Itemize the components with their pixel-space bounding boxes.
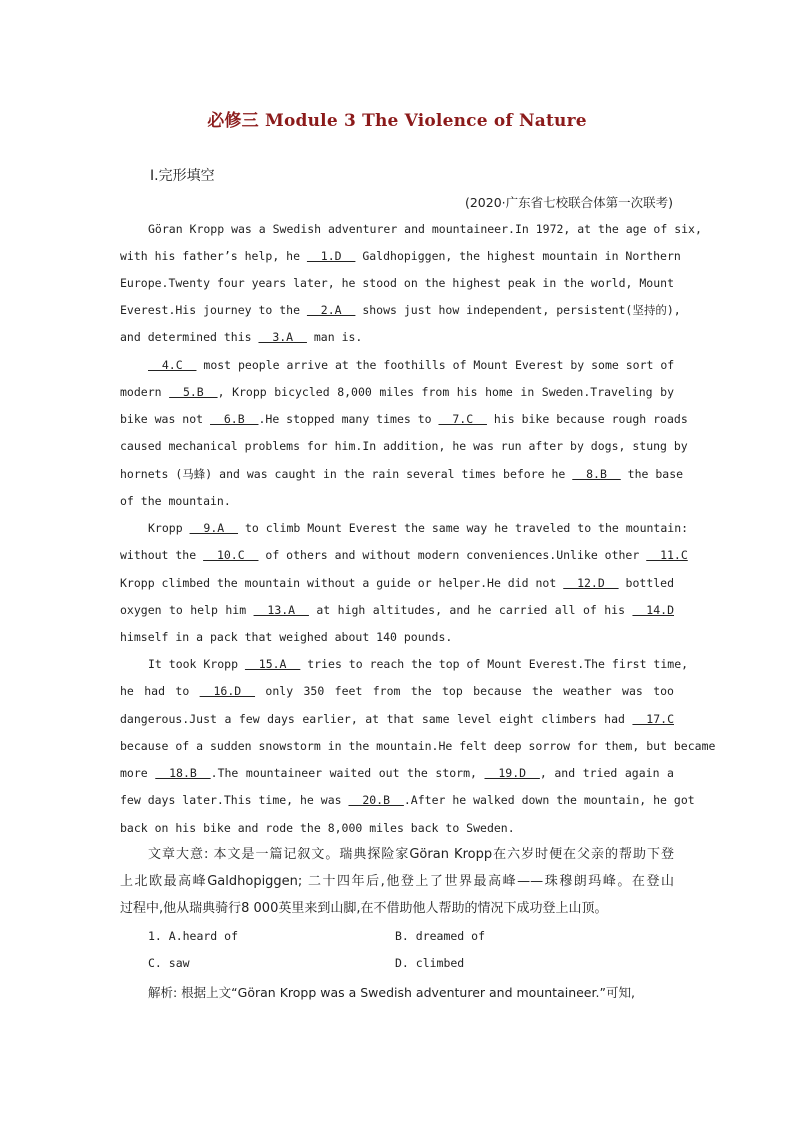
passage-line: Europe.Twenty four years later, he stood on the highest peak in the world, Mount <box>120 276 674 290</box>
passage-line: It took Kropp 15.A tries to reach the top of Mount Everest.The first time, <box>148 657 689 671</box>
passage-line: Kropp 9.A to climb Mount Everest the same way he traveled to the mountain: <box>148 521 689 535</box>
answer-blank: 4.C <box>148 358 197 372</box>
summary-line: 过程中,他从瑞典骑行8 000英里来到山脚,在不借助他人帮助的情况下成功登上山顶。 <box>120 901 608 916</box>
answer-blank: 12.D <box>563 576 619 590</box>
summary-line: 文章大意: 本文是一篇记叙文。瑞典探险家Göran Kropp在六岁时便在父亲的帮助下登 <box>148 847 674 862</box>
option-b: B. dreamed of <box>395 929 486 943</box>
option-d: D. climbed <box>395 956 465 970</box>
answer-blank: 1.D <box>306 249 356 263</box>
passage-line: caused mechanical problems for him.In addition, he was run after by dogs, stung by <box>120 439 688 453</box>
passage-line: because of a sudden snowstorm in the mountain.He felt deep sorrow for them, but became <box>120 739 716 753</box>
answer-blank: 14.D <box>632 603 674 617</box>
analysis-text: 解析: 根据上文“Göran Kropp was a Swedish adventurer and mountaineer.”可知, <box>148 985 635 1000</box>
passage-line: hornets (马蜂) and was caught in the rain several times before he 8.B the base <box>120 467 684 481</box>
passage-line: Göran Kropp was a Swedish adventurer and mountaineer.In 1972, at the age of six, <box>148 222 702 236</box>
passage-line: without the 10.C of others and without modern conveniences.Unlike other 11.C <box>120 548 688 562</box>
answer-blank: 8.B <box>572 467 621 481</box>
answer-blank: 7.C <box>438 412 487 426</box>
passage-line: more 18.B .The mountaineer waited out the storm, 19.D , and tried again a <box>120 766 674 780</box>
passage-line: of the mountain. <box>120 494 231 508</box>
passage-line: Kropp climbed the mountain without a guide or helper.He did not 12.D bottled <box>120 576 675 590</box>
answer-blank: 15.A <box>244 657 301 671</box>
option-a: 1. A.heard of <box>148 929 239 943</box>
passage-line: he had to 16.D only 350 feet from the top because the weather was too <box>120 684 674 698</box>
passage-line: himself in a pack that weighed about 140 pounds. <box>120 630 453 644</box>
passage-line: with his father’s help, he 1.D Galdhopiggen, the highest mountain in Northern <box>120 249 681 263</box>
page-title: 必修三 Module 3 The Violence of Nature <box>207 111 587 131</box>
section-heading: Ⅰ.完形填空 <box>150 168 215 184</box>
answer-blank: 17.C <box>632 712 674 726</box>
passage-line: oxygen to help him 13.A at high altitudes, and he carried all of his 14.D <box>120 603 674 617</box>
answer-blank: 19.D <box>484 766 540 780</box>
answer-blank: 2.A <box>306 303 356 317</box>
passage-line: dangerous.Just a few days earlier, at that same level eight climbers had 17.C <box>120 712 674 726</box>
answer-blank: 3.A <box>258 330 307 344</box>
passage-line: few days later.This time, he was 20.B .After he walked down the mountain, he got <box>120 793 695 807</box>
answer-blank: 5.B <box>169 385 218 399</box>
answer-blank: 9.A <box>189 521 239 535</box>
answer-blank: 20.B <box>348 793 404 807</box>
passage-line: and determined this 3.A man is. <box>120 330 363 344</box>
answer-blank: 18.B <box>155 766 211 780</box>
answer-blank: 13.A <box>253 603 309 617</box>
passage-line: Everest.His journey to the 2.A shows just how independent, persistent(坚持的), <box>120 303 681 317</box>
answer-blank: 6.B <box>210 412 259 426</box>
answer-blank: 16.D <box>199 684 256 698</box>
source-note: (2020·广东省七校联合体第一次联考) <box>464 195 673 210</box>
answer-blank: 10.C <box>203 548 259 562</box>
option-c: C. saw <box>148 956 190 970</box>
answer-blank: 11.C <box>646 548 688 562</box>
passage-line: back on his bike and rode the 8,000 miles back to Sweden. <box>120 821 515 835</box>
summary-line: 上北欧最高峰Galdhopiggen; 二十四年后,他登上了世界最高峰——珠穆朗玛峰。在登山 <box>120 874 674 889</box>
passage-line: bike was not 6.B .He stopped many times to 7.C his bike because rough roads <box>120 412 688 426</box>
passage-line: modern 5.B , Kropp bicycled 8,000 miles from his home in Sweden.Traveling by <box>120 385 674 399</box>
passage-line: 4.C most people arrive at the foothills of Mount Everest by some sort of <box>148 358 675 372</box>
